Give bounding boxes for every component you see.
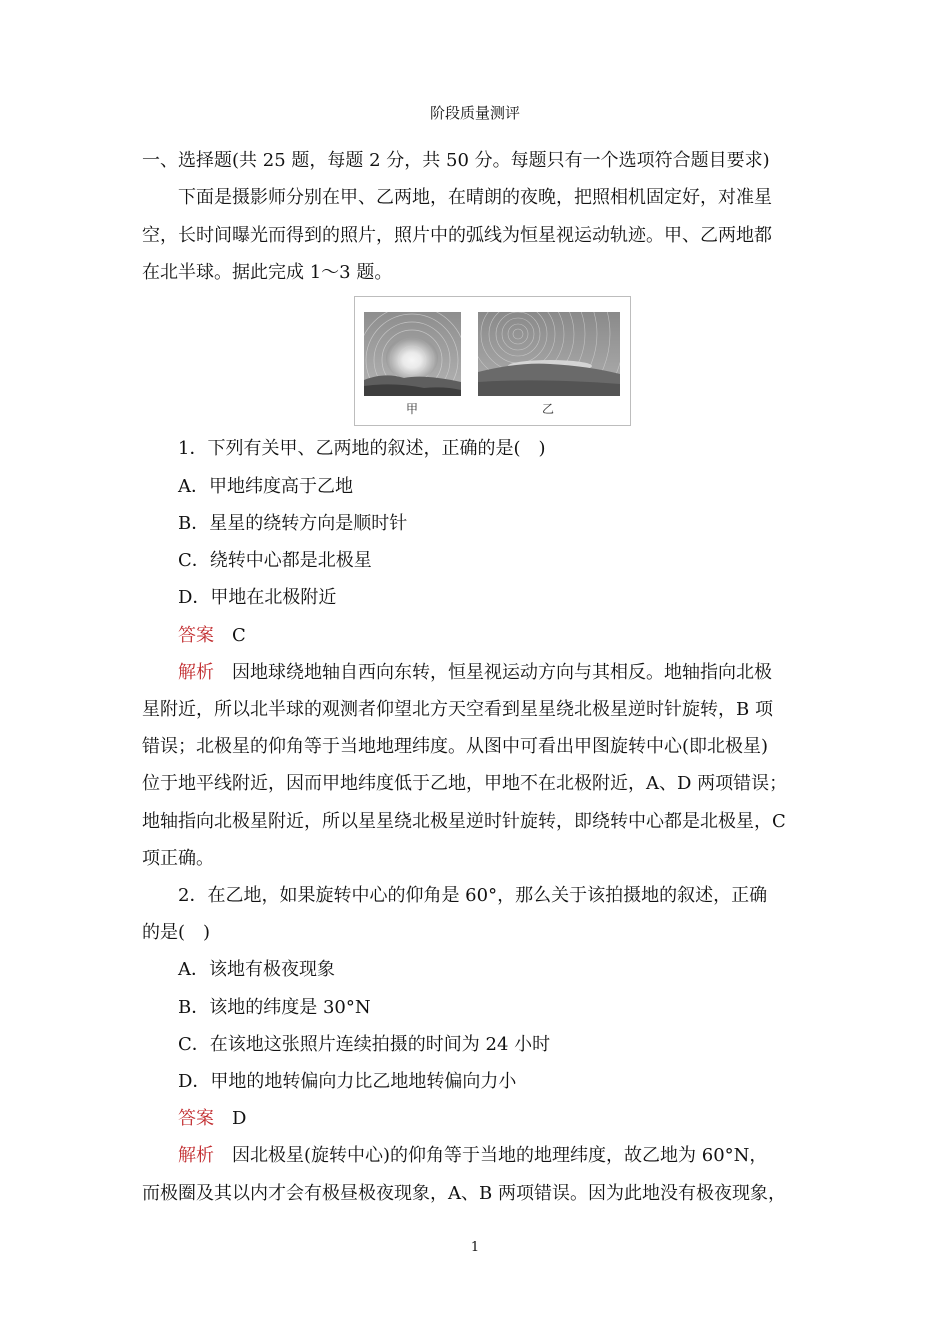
q2-option-b: B．该地的纬度是 30°N	[178, 997, 371, 1018]
q2-answer	[178, 1108, 246, 1130]
q2-analysis-line-1: 而极圈及其以内才会有极昼极夜现象，A、B 两项错误。因为此地没有极夜现象，	[142, 1183, 786, 1204]
q1-option-d: D．甲地在北极附近	[178, 587, 337, 608]
q1-answer-label: 答案	[178, 625, 214, 646]
intro-line-1: 下面是摄影师分别在甲、乙两地，在晴朗的夜晚，把照相机固定好，对准星	[178, 187, 772, 208]
q1-analysis-line-1: 星附近，所以北半球的观测者仰望北方天空看到星星绕北极星逆时针旋转，B 项	[142, 699, 773, 720]
q1-analysis-line-4: 地轴指向北极星附近，所以星星绕北极星逆时针旋转，即绕转中心都是北极星，C	[142, 811, 786, 832]
photo-yi	[478, 312, 620, 396]
q1-analysis-label: 解析	[178, 662, 214, 683]
q1-option-c: C．绕转中心都是北极星	[178, 550, 372, 571]
q1-analysis-line-3: 位于地平线附近，因而甲地纬度低于乙地，甲地不在北极附近，A、D 两项错误；	[142, 773, 788, 794]
page-title: 阶段质量测评	[429, 104, 520, 122]
q1-stem: 1．下列有关甲、乙两地的叙述，正确的是( )	[178, 438, 546, 459]
q2-answer-label: 答案	[178, 1108, 214, 1129]
q2-stem-line-2: 的是( )	[142, 922, 211, 943]
q1-option-b: B．星星的绕转方向是顺时针	[178, 513, 408, 534]
photo-jia	[364, 312, 461, 396]
star-trail-figure	[354, 296, 631, 426]
intro-line-3: 在北半球。据此完成 1～3 题。	[142, 262, 393, 283]
q2-option-c: C．在该地这张照片连续拍摄的时间为 24 小时	[178, 1034, 551, 1055]
q1-analysis-first	[178, 662, 772, 684]
q1-option-a: A．甲地纬度高于乙地	[178, 476, 353, 497]
q2-analysis-label: 解析	[178, 1145, 214, 1166]
q2-option-d: D．甲地的地转偏向力比乙地地转偏向力小	[178, 1071, 517, 1092]
page-number: 1	[470, 1240, 480, 1255]
q2-answer-value: D	[232, 1108, 247, 1129]
q2-analysis-text: 因北极星(旋转中心)的仰角等于当地的地理纬度，故乙地为 60°N，	[232, 1145, 768, 1166]
q2-analysis-first	[178, 1145, 767, 1167]
q2-option-a: A．该地有极夜现象	[178, 959, 335, 980]
q2-stem-line-1: 2．在乙地，如果旋转中心的仰角是 60°，那么关于该拍摄地的叙述，正确	[178, 885, 768, 906]
q1-analysis-text: 因地球绕地轴自西向东转，恒星视运动方向与其相反。地轴指向北极	[232, 662, 772, 683]
q1-answer	[178, 625, 246, 647]
intro-line-2: 空，长时间曝光而得到的照片，照片中的弧线为恒星视运动轨迹。甲、乙两地都	[142, 225, 772, 246]
q1-answer-value: C	[232, 625, 246, 646]
q1-analysis-line-5: 项正确。	[142, 848, 214, 869]
caption-yi: 乙	[541, 402, 554, 416]
caption-jia: 甲	[405, 402, 418, 416]
q1-analysis-line-2: 错误；北极星的仰角等于当地地理纬度。从图中可看出甲图旋转中心(即北极星)	[142, 736, 769, 757]
section-heading: 一、选择题(共 25 题，每题 2 分，共 50 分。每题只有一个选项符合题目要求)	[142, 150, 770, 171]
